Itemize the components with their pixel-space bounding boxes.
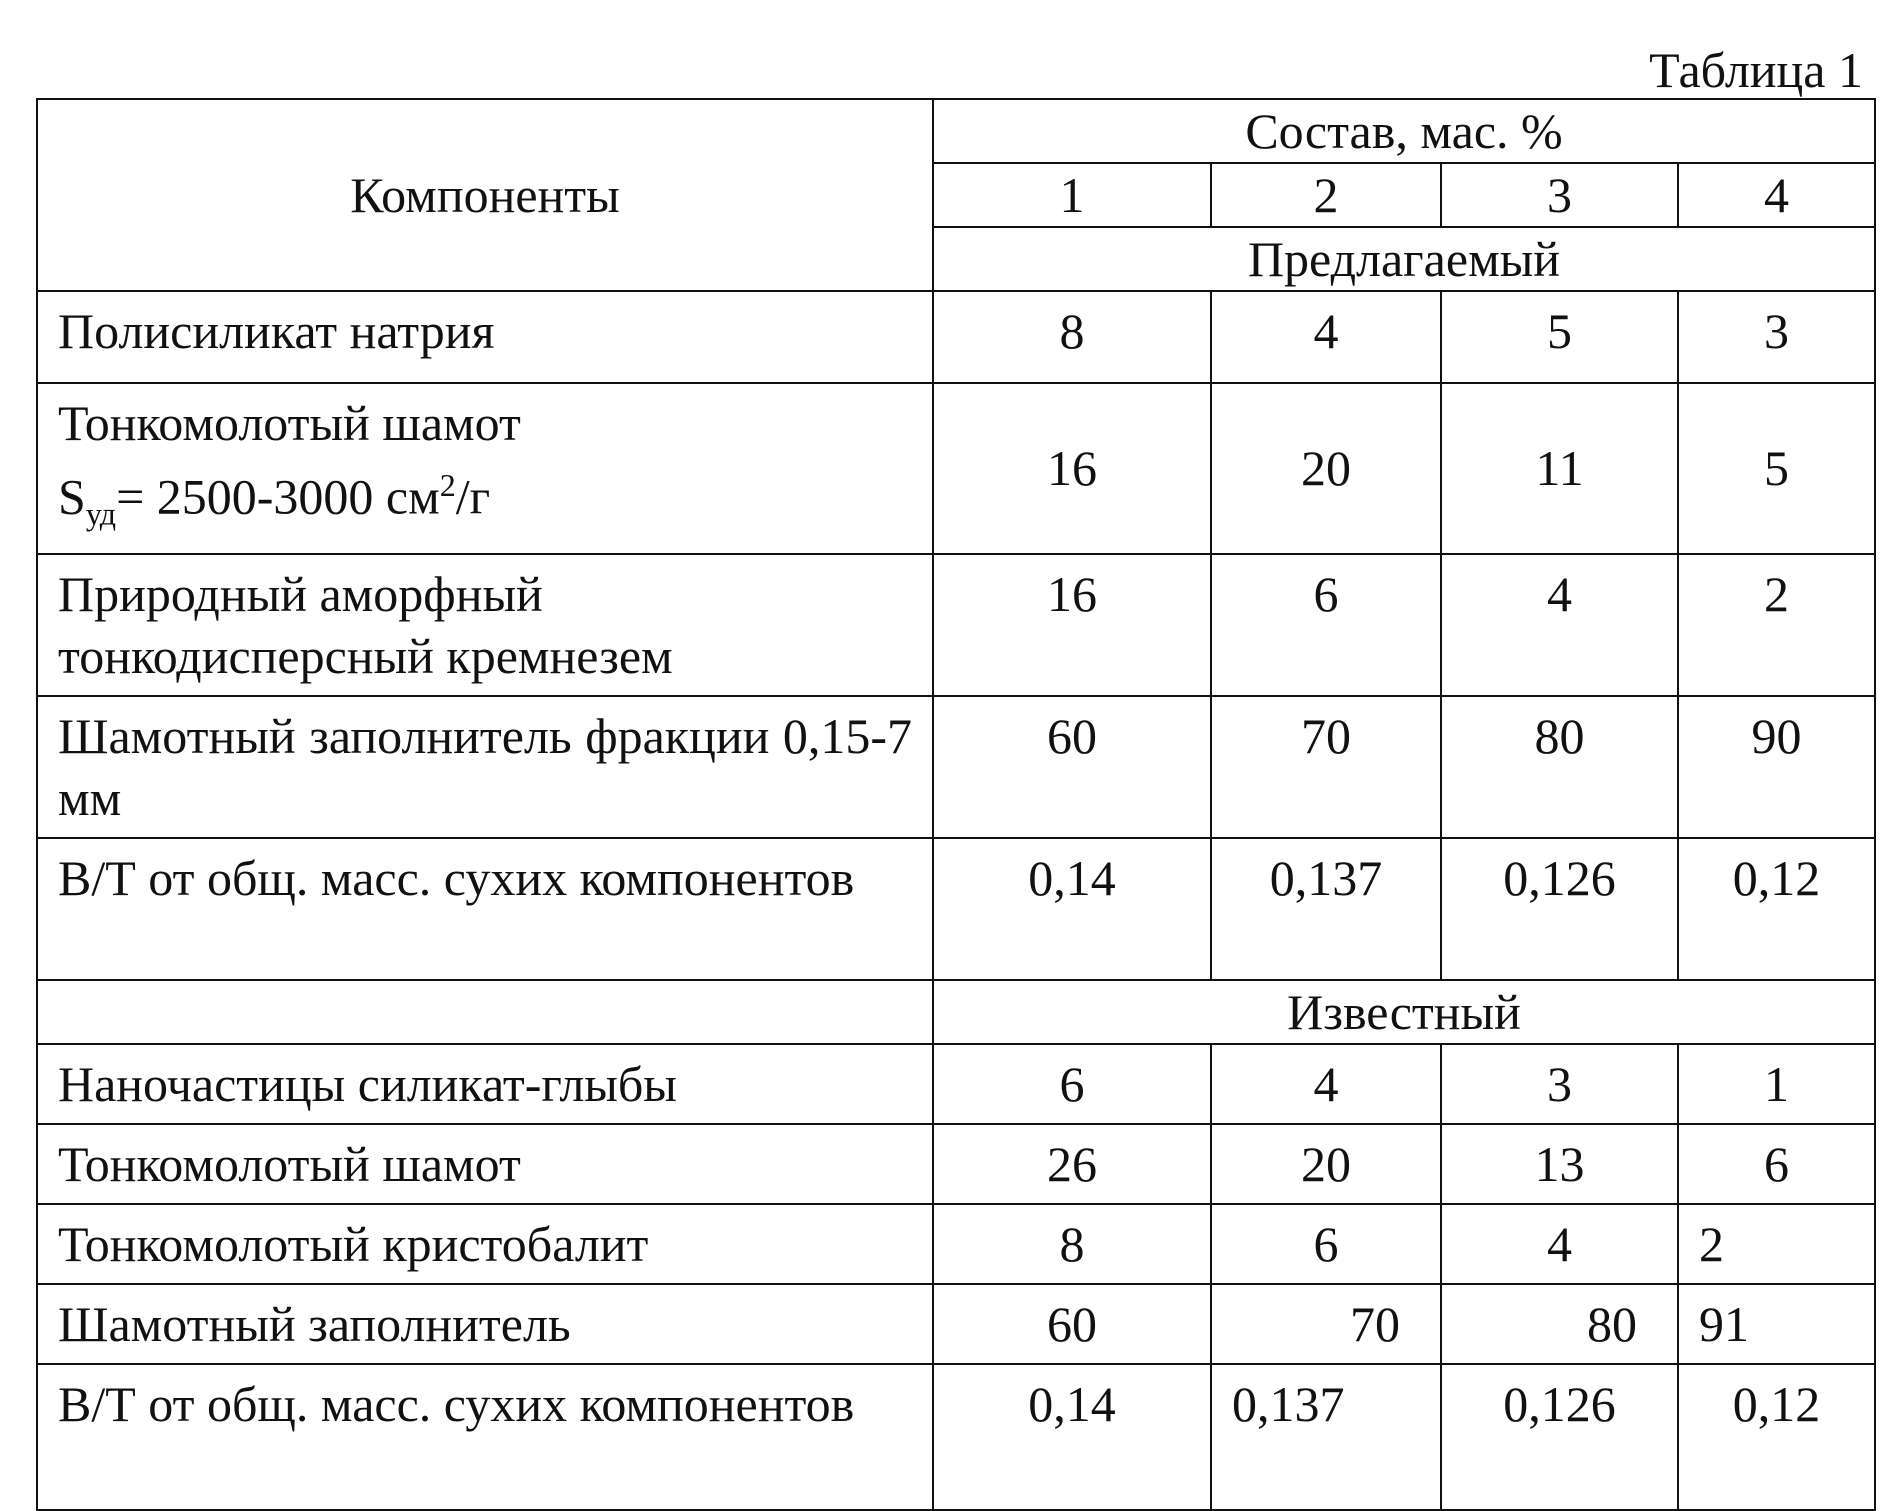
specific-surface-value: = 2500-3000 см [116,468,440,525]
table-row [37,1364,1875,1510]
value-cell: 16 [933,554,1211,696]
value-cell: 0,126 [1441,838,1678,980]
header-row-composition [37,99,1875,163]
table-row [37,1284,1875,1364]
value-cell: 4 [1441,1204,1678,1284]
value-cell: 26 [933,1124,1211,1204]
value-cell: 20 [1211,383,1441,554]
component-name: В/Т от общ. масс. сухих компонентов [37,838,933,980]
specific-surface-subscript: уд [85,495,117,532]
value-cell: 4 [1211,291,1441,383]
value-cell: 0,12 [1678,838,1875,980]
component-name: Тонкомолотый кристобалит [37,1204,933,1284]
value-cell: 80 [1441,696,1678,838]
value-cell: 60 [933,696,1211,838]
value-cell: 5 [1678,383,1875,554]
component-name: Природный аморфный тонкодисперсный кремнезем [37,554,933,696]
column-header-1: 1 [933,163,1211,227]
value-cell: 70 [1211,696,1441,838]
value-cell: 4 [1441,554,1678,696]
value-cell: 80 [1441,1284,1678,1364]
specific-surface-exponent: 2 [439,467,456,503]
empty-cell [37,980,933,1044]
components-header: Компоненты [37,99,933,291]
component-name: Наночастицы силикат-глыбы [37,1044,933,1124]
table-row [37,554,1875,696]
table-row [37,1124,1875,1204]
value-cell: 0,14 [933,838,1211,980]
column-header-2: 2 [1211,163,1441,227]
value-cell: 60 [933,1284,1211,1364]
table-row [37,291,1875,383]
component-name-line1: Тонкомолотый шамот [58,395,521,451]
value-cell: 8 [933,291,1211,383]
component-name: Тонкомолотый шамот [37,1124,933,1204]
specific-surface-unit: /г [455,468,491,525]
component-name-line2 [58,454,912,545]
value-cell: 3 [1678,291,1875,383]
value-cell: 8 [933,1204,1211,1284]
value-cell: 91 [1678,1284,1875,1364]
table-caption: Таблица 1 [1649,42,1863,98]
component-name: Полисиликат натрия [37,291,933,383]
value-cell: 2 [1678,554,1875,696]
value-cell: 70 [1211,1284,1441,1364]
section-label-known: Известный [933,980,1875,1044]
table-row [37,383,1875,554]
composition-header: Состав, мас. % [933,99,1875,163]
value-cell: 0,126 [1441,1364,1678,1510]
value-cell: 20 [1211,1124,1441,1204]
value-cell: 3 [1441,1044,1678,1124]
component-name: Шамотный заполнитель [37,1284,933,1364]
value-cell: 2 [1678,1204,1875,1284]
value-cell: 0,137 [1211,1364,1441,1510]
section-label-proposed: Предлагаемый [933,227,1875,291]
value-cell: 11 [1441,383,1678,554]
value-cell: 6 [933,1044,1211,1124]
composition-table [36,98,1876,1511]
value-cell: 4 [1211,1044,1441,1124]
specific-surface-symbol: S [58,468,86,525]
value-cell: 1 [1678,1044,1875,1124]
column-header-4: 4 [1678,163,1875,227]
table-row [37,1204,1875,1284]
value-cell: 6 [1211,554,1441,696]
value-cell: 16 [933,383,1211,554]
section-row-known [37,980,1875,1044]
component-name [37,383,933,554]
value-cell: 0,137 [1211,838,1441,980]
table-row [37,838,1875,980]
value-cell: 13 [1441,1124,1678,1204]
value-cell: 5 [1441,291,1678,383]
value-cell: 90 [1678,696,1875,838]
component-name: Шамотный заполнитель фракции 0,15-7 мм [37,696,933,838]
component-name: В/Т от общ. масс. сухих компонентов [37,1364,933,1510]
table-row [37,1044,1875,1124]
table-row [37,696,1875,838]
value-cell: 6 [1211,1204,1441,1284]
value-cell: 6 [1678,1124,1875,1204]
value-cell: 0,12 [1678,1364,1875,1510]
value-cell: 0,14 [933,1364,1211,1510]
column-header-3: 3 [1441,163,1678,227]
